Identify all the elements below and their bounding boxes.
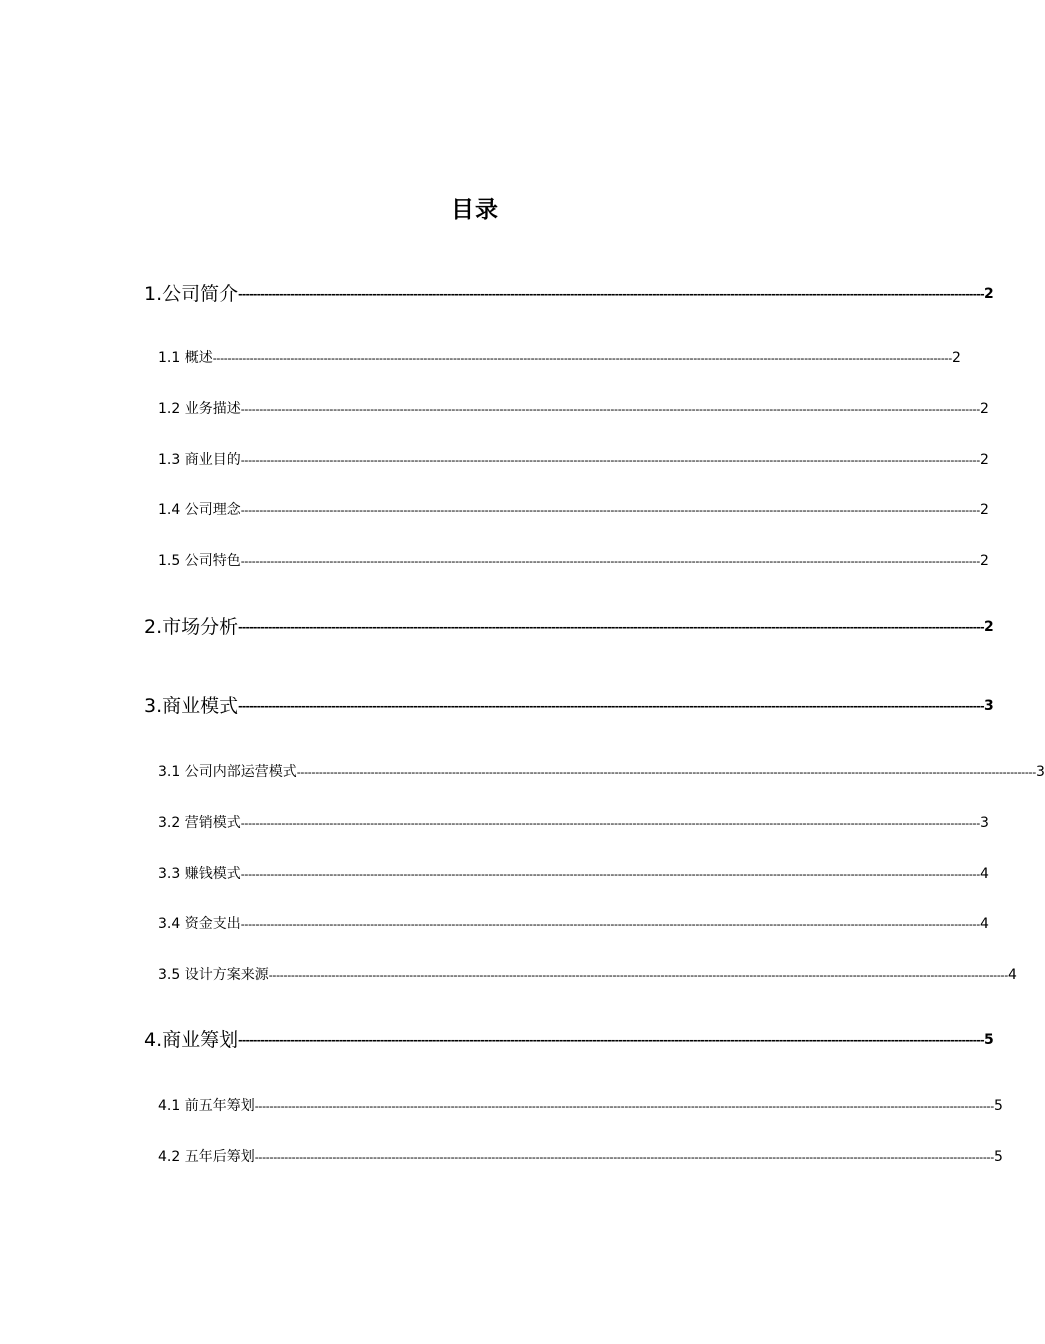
toc-leader: -------------------------------------------------------------------------------------------------------------------------------------------------------------------------------------------------------- xyxy=(212,351,952,365)
toc-entry-1-1[interactable] xyxy=(158,348,961,368)
toc-leader: -------------------------------------------------------------------------------------------------------------------------------------------------------------------------------------------------------- xyxy=(296,765,1036,779)
toc-page-number: 5 xyxy=(983,1032,994,1048)
toc-entry-label: 3.5 设计方案来源 xyxy=(158,967,269,983)
toc-entry-label: 3.3 赚钱模式 xyxy=(158,866,241,882)
toc-page-number: 2 xyxy=(983,286,994,302)
toc-entry-section-1[interactable] xyxy=(144,280,994,308)
toc-leader: -------------------------------------------------------------------------------------------------------------------------------------------------------------------------------------------------------- xyxy=(240,554,980,568)
toc-leader: -------------------------------------------------------------------------------------------------------------------------------------------------------------------------------------------------------- xyxy=(240,453,980,467)
toc-page-number: 2 xyxy=(983,619,994,635)
toc-entry-label: 1.1 概述 xyxy=(158,350,213,366)
toc-entry-3-3[interactable] xyxy=(158,864,989,884)
toc-leader: -------------------------------------------------------------------------------------------------------------------------------------------------------------------------------------------------------- xyxy=(254,1099,994,1113)
toc-leader: -------------------------------------------------------------------------------------------------------------------------------------------------------------------------------------------------------- xyxy=(238,286,984,301)
toc-page-number: 3 xyxy=(979,815,989,831)
toc-entry-label: 2.市场分析 xyxy=(144,616,239,638)
toc-entry-section-4[interactable] xyxy=(144,1026,994,1054)
toc-entry-3-5[interactable] xyxy=(158,965,1017,985)
toc-entry-label: 1.公司简介 xyxy=(144,283,239,305)
toc-page-number: 3 xyxy=(983,698,994,714)
toc-page-number: 2 xyxy=(979,401,989,417)
toc-entry-4-1[interactable] xyxy=(158,1096,1003,1116)
toc-leader: -------------------------------------------------------------------------------------------------------------------------------------------------------------------------------------------------------- xyxy=(240,402,980,416)
toc-leader: -------------------------------------------------------------------------------------------------------------------------------------------------------------------------------------------------------- xyxy=(254,1150,994,1164)
toc-entry-label: 1.3 商业目的 xyxy=(158,452,241,468)
toc-entry-1-3[interactable] xyxy=(158,450,989,470)
toc-page-number: 3 xyxy=(1035,764,1045,780)
toc-page-number: 4 xyxy=(979,866,989,882)
toc-leader: -------------------------------------------------------------------------------------------------------------------------------------------------------------------------------------------------------- xyxy=(268,968,1008,982)
toc-entry-1-2[interactable] xyxy=(158,399,989,419)
toc-page-number: 5 xyxy=(993,1149,1003,1165)
toc-entry-3-4[interactable] xyxy=(158,914,989,934)
toc-entry-section-2[interactable] xyxy=(144,613,994,641)
toc-page-number: 2 xyxy=(979,553,989,569)
toc-entry-3-2[interactable] xyxy=(158,813,989,833)
toc-entry-label: 4.1 前五年筹划 xyxy=(158,1098,255,1114)
toc-page-number: 2 xyxy=(979,502,989,518)
toc-entry-label: 1.2 业务描述 xyxy=(158,401,241,417)
toc-entry-label: 3.4 资金支出 xyxy=(158,916,241,932)
toc-leader: -------------------------------------------------------------------------------------------------------------------------------------------------------------------------------------------------------- xyxy=(238,698,984,713)
toc-title: 目录 xyxy=(451,197,499,223)
toc-page-number: 4 xyxy=(1007,967,1017,983)
toc-leader: -------------------------------------------------------------------------------------------------------------------------------------------------------------------------------------------------------- xyxy=(238,619,984,634)
toc-entry-label: 1.4 公司理念 xyxy=(158,502,241,518)
toc-leader: -------------------------------------------------------------------------------------------------------------------------------------------------------------------------------------------------------- xyxy=(240,503,980,517)
toc-leader: -------------------------------------------------------------------------------------------------------------------------------------------------------------------------------------------------------- xyxy=(240,816,980,830)
toc-leader: -------------------------------------------------------------------------------------------------------------------------------------------------------------------------------------------------------- xyxy=(240,917,980,931)
toc-page-number: 4 xyxy=(979,916,989,932)
toc-page-number: 5 xyxy=(993,1098,1003,1114)
toc-page-number: 2 xyxy=(951,350,961,366)
toc-entry-1-4[interactable] xyxy=(158,500,989,520)
toc-entry-label: 3.2 营销模式 xyxy=(158,815,241,831)
toc-leader: -------------------------------------------------------------------------------------------------------------------------------------------------------------------------------------------------------- xyxy=(238,1032,984,1047)
toc-entry-label: 1.5 公司特色 xyxy=(158,553,241,569)
toc-entry-label: 4.商业筹划 xyxy=(144,1029,239,1051)
toc-entry-3-1[interactable] xyxy=(158,762,1045,782)
toc-entry-label: 4.2 五年后筹划 xyxy=(158,1149,255,1165)
toc-page-number: 2 xyxy=(979,452,989,468)
toc-entry-label: 3.1 公司内部运营模式 xyxy=(158,764,297,780)
toc-entry-label: 3.商业模式 xyxy=(144,695,239,717)
toc-leader: -------------------------------------------------------------------------------------------------------------------------------------------------------------------------------------------------------- xyxy=(240,867,980,881)
toc-entry-1-5[interactable] xyxy=(158,551,989,571)
toc-entry-4-2[interactable] xyxy=(158,1147,1003,1167)
toc-entry-section-3[interactable] xyxy=(144,692,994,720)
